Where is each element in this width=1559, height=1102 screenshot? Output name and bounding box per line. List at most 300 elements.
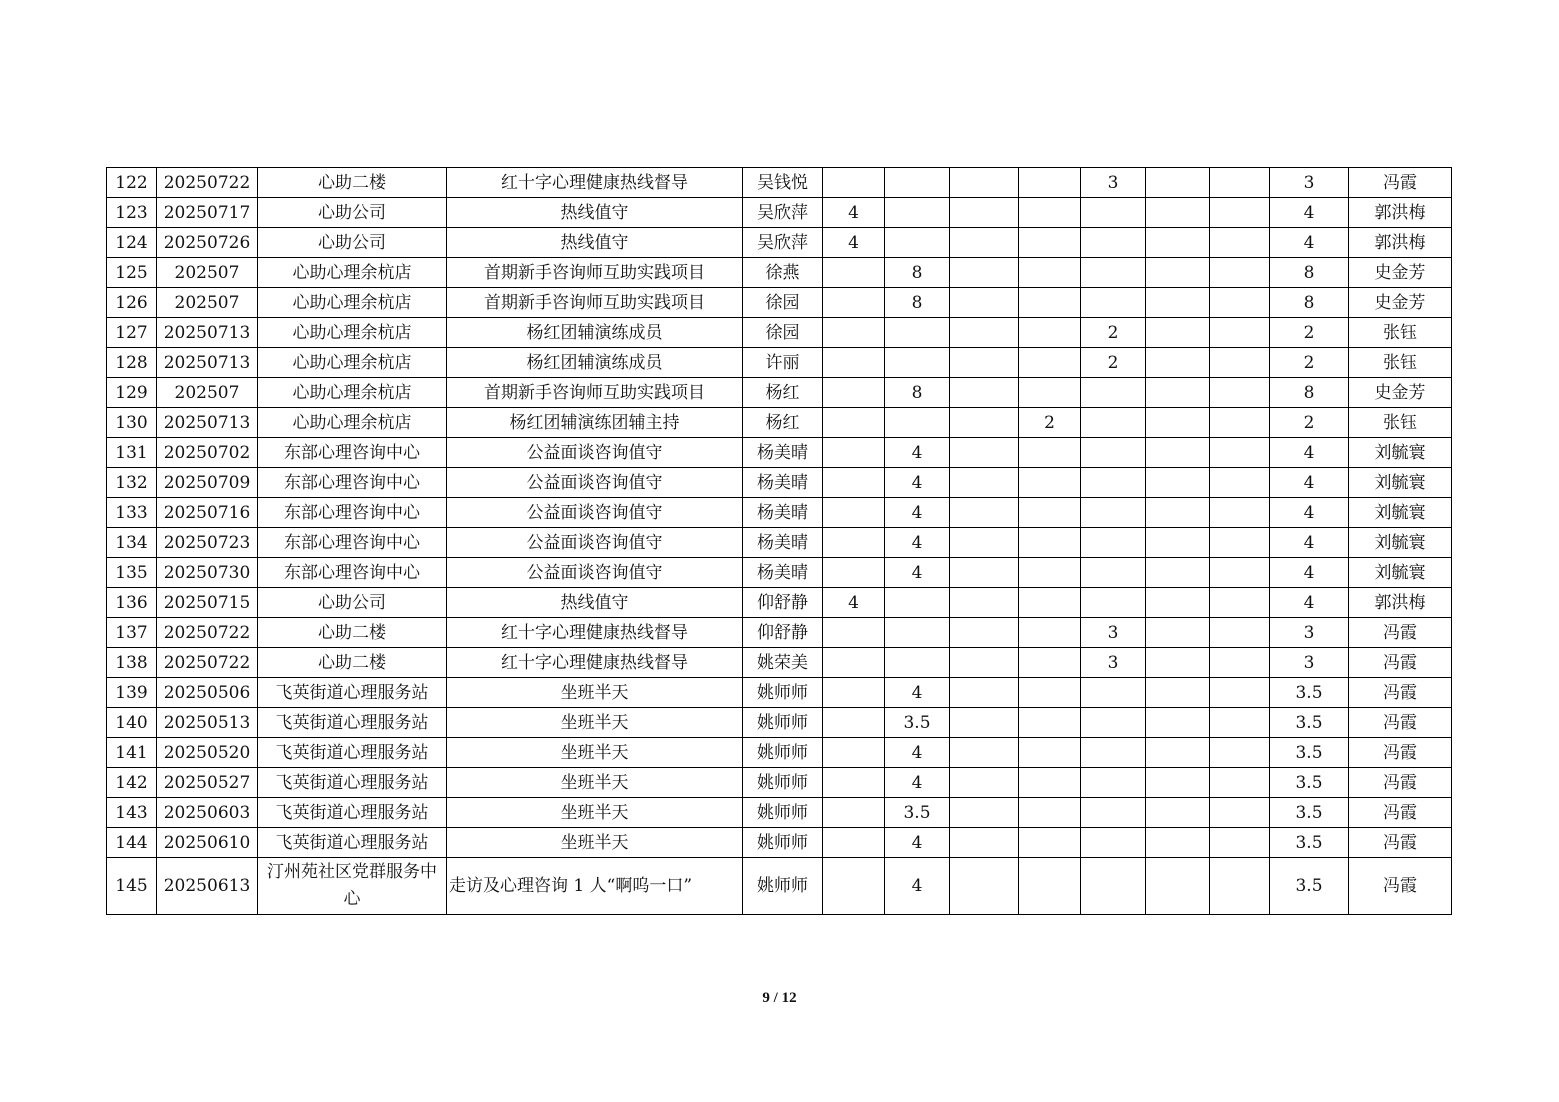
cell-col-d [1019, 198, 1081, 228]
cell-location: 心助心理余杭店 [258, 408, 447, 438]
cell-col-b [885, 228, 950, 258]
cell-col-b: 4 [885, 498, 950, 528]
cell-col-c [950, 798, 1019, 828]
cell-hours-total: 2 [1270, 348, 1349, 378]
cell-col-b: 4 [885, 558, 950, 588]
cell-col-e [1081, 828, 1146, 858]
cell-date: 20250610 [157, 828, 258, 858]
cell-col-a [823, 348, 885, 378]
cell-supervisor: 郭洪梅 [1349, 588, 1452, 618]
cell-location: 心助公司 [258, 588, 447, 618]
cell-col-g [1210, 288, 1270, 318]
cell-activity: 热线值守 [447, 588, 743, 618]
table-row [107, 648, 1452, 678]
cell-location: 汀州苑社区党群服务中心 [258, 858, 447, 915]
cell-activity: 坐班半天 [447, 798, 743, 828]
cell-col-d [1019, 288, 1081, 318]
cell-col-d [1019, 438, 1081, 468]
cell-person: 姚师师 [743, 678, 823, 708]
cell-col-d [1019, 348, 1081, 378]
cell-supervisor: 冯霞 [1349, 828, 1452, 858]
cell-col-g [1210, 858, 1270, 915]
cell-col-d [1019, 618, 1081, 648]
cell-supervisor: 冯霞 [1349, 798, 1452, 828]
cell-col-c [950, 618, 1019, 648]
cell-hours-total: 4 [1270, 588, 1349, 618]
table-row [107, 618, 1452, 648]
cell-col-b [885, 198, 950, 228]
table-row [107, 408, 1452, 438]
cell-col-c [950, 828, 1019, 858]
cell-supervisor: 刘毓寰 [1349, 498, 1452, 528]
cell-date: 202507 [157, 378, 258, 408]
cell-col-e: 3 [1081, 648, 1146, 678]
cell-activity: 坐班半天 [447, 738, 743, 768]
cell-person: 许丽 [743, 348, 823, 378]
cell-location: 飞英街道心理服务站 [258, 828, 447, 858]
cell-col-a [823, 648, 885, 678]
cell-col-e [1081, 738, 1146, 768]
cell-hours-total: 4 [1270, 228, 1349, 258]
cell-col-f [1146, 738, 1210, 768]
cell-col-d [1019, 828, 1081, 858]
cell-col-c [950, 228, 1019, 258]
cell-row-index: 127 [107, 318, 157, 348]
cell-activity: 首期新手咨询师互助实践项目 [447, 378, 743, 408]
cell-col-f [1146, 588, 1210, 618]
cell-location: 心助心理余杭店 [258, 378, 447, 408]
cell-activity: 公益面谈咨询值守 [447, 558, 743, 588]
cell-col-b: 3.5 [885, 708, 950, 738]
cell-row-index: 123 [107, 198, 157, 228]
cell-person: 杨美晴 [743, 498, 823, 528]
cell-supervisor: 冯霞 [1349, 648, 1452, 678]
cell-col-b: 4 [885, 858, 950, 915]
cell-location: 心助心理余杭店 [258, 258, 447, 288]
cell-row-index: 128 [107, 348, 157, 378]
cell-row-index: 136 [107, 588, 157, 618]
table-row [107, 858, 1452, 915]
cell-col-b: 4 [885, 678, 950, 708]
cell-row-index: 140 [107, 708, 157, 738]
cell-col-f [1146, 378, 1210, 408]
cell-date: 20250713 [157, 408, 258, 438]
cell-col-f [1146, 468, 1210, 498]
cell-col-b: 8 [885, 258, 950, 288]
cell-hours-total: 3.5 [1270, 798, 1349, 828]
cell-hours-total: 4 [1270, 498, 1349, 528]
cell-row-index: 144 [107, 828, 157, 858]
cell-hours-total: 3.5 [1270, 828, 1349, 858]
cell-row-index: 126 [107, 288, 157, 318]
cell-person: 姚师师 [743, 828, 823, 858]
cell-date: 20250717 [157, 198, 258, 228]
cell-col-f [1146, 858, 1210, 915]
cell-person: 吴钱悦 [743, 168, 823, 198]
cell-col-a [823, 618, 885, 648]
cell-hours-total: 8 [1270, 288, 1349, 318]
cell-col-f [1146, 228, 1210, 258]
cell-date: 20250527 [157, 768, 258, 798]
cell-col-a [823, 168, 885, 198]
cell-col-c [950, 438, 1019, 468]
cell-col-b: 4 [885, 528, 950, 558]
cell-col-c [950, 468, 1019, 498]
cell-col-c [950, 378, 1019, 408]
cell-col-e [1081, 198, 1146, 228]
cell-col-a [823, 468, 885, 498]
cell-col-e [1081, 498, 1146, 528]
cell-supervisor: 史金芳 [1349, 258, 1452, 288]
cell-activity: 公益面谈咨询值守 [447, 498, 743, 528]
cell-hours-total: 4 [1270, 198, 1349, 228]
cell-col-f [1146, 618, 1210, 648]
cell-row-index: 142 [107, 768, 157, 798]
cell-supervisor: 刘毓寰 [1349, 438, 1452, 468]
cell-location: 东部心理咨询中心 [258, 528, 447, 558]
cell-col-c [950, 168, 1019, 198]
cell-col-c [950, 738, 1019, 768]
cell-col-g [1210, 828, 1270, 858]
cell-date: 20250613 [157, 858, 258, 915]
cell-col-d [1019, 648, 1081, 678]
cell-date: 20250603 [157, 798, 258, 828]
cell-row-index: 137 [107, 618, 157, 648]
cell-date: 20250715 [157, 588, 258, 618]
cell-col-f [1146, 708, 1210, 738]
cell-row-index: 138 [107, 648, 157, 678]
cell-row-index: 130 [107, 408, 157, 438]
cell-supervisor: 冯霞 [1349, 618, 1452, 648]
cell-col-d [1019, 678, 1081, 708]
cell-hours-total: 3.5 [1270, 708, 1349, 738]
cell-col-e: 2 [1081, 318, 1146, 348]
cell-col-f [1146, 828, 1210, 858]
cell-activity: 公益面谈咨询值守 [447, 528, 743, 558]
cell-person: 仰舒静 [743, 618, 823, 648]
cell-activity: 红十字心理健康热线督导 [447, 648, 743, 678]
cell-person: 吴欣萍 [743, 198, 823, 228]
cell-col-b [885, 168, 950, 198]
cell-supervisor: 史金芳 [1349, 378, 1452, 408]
cell-col-f [1146, 348, 1210, 378]
cell-date: 20250520 [157, 738, 258, 768]
cell-col-e [1081, 468, 1146, 498]
cell-col-e [1081, 288, 1146, 318]
cell-row-index: 135 [107, 558, 157, 588]
cell-col-e [1081, 858, 1146, 915]
cell-hours-total: 3.5 [1270, 678, 1349, 708]
cell-col-d [1019, 318, 1081, 348]
cell-col-e [1081, 528, 1146, 558]
cell-date: 202507 [157, 288, 258, 318]
cell-col-a [823, 318, 885, 348]
cell-row-index: 133 [107, 498, 157, 528]
cell-col-e [1081, 798, 1146, 828]
cell-supervisor: 刘毓寰 [1349, 558, 1452, 588]
cell-person: 姚师师 [743, 708, 823, 738]
cell-person: 姚师师 [743, 858, 823, 915]
cell-col-d: 2 [1019, 408, 1081, 438]
cell-col-a [823, 798, 885, 828]
cell-person: 杨红 [743, 378, 823, 408]
cell-person: 徐园 [743, 318, 823, 348]
table-row [107, 828, 1452, 858]
cell-col-c [950, 408, 1019, 438]
cell-col-e [1081, 558, 1146, 588]
cell-col-g [1210, 528, 1270, 558]
cell-activity: 公益面谈咨询值守 [447, 438, 743, 468]
cell-location: 东部心理咨询中心 [258, 438, 447, 468]
cell-hours-total: 3 [1270, 648, 1349, 678]
cell-date: 20250726 [157, 228, 258, 258]
table-row [107, 198, 1452, 228]
cell-activity: 杨红团辅演练成员 [447, 348, 743, 378]
cell-date: 20250722 [157, 648, 258, 678]
cell-col-b: 4 [885, 828, 950, 858]
cell-col-f [1146, 558, 1210, 588]
table-row [107, 528, 1452, 558]
table-row [107, 768, 1452, 798]
cell-col-b: 4 [885, 738, 950, 768]
cell-hours-total: 4 [1270, 468, 1349, 498]
cell-col-g [1210, 318, 1270, 348]
cell-location: 东部心理咨询中心 [258, 558, 447, 588]
table-row [107, 168, 1452, 198]
cell-col-d [1019, 588, 1081, 618]
cell-row-index: 131 [107, 438, 157, 468]
cell-col-d [1019, 738, 1081, 768]
cell-hours-total: 8 [1270, 378, 1349, 408]
cell-col-c [950, 558, 1019, 588]
cell-col-a [823, 828, 885, 858]
cell-col-d [1019, 168, 1081, 198]
cell-col-g [1210, 618, 1270, 648]
cell-activity: 公益面谈咨询值守 [447, 468, 743, 498]
cell-col-d [1019, 798, 1081, 828]
cell-location: 心助二楼 [258, 618, 447, 648]
cell-hours-total: 3.5 [1270, 738, 1349, 768]
cell-col-b [885, 318, 950, 348]
cell-date: 20250506 [157, 678, 258, 708]
cell-col-e: 3 [1081, 168, 1146, 198]
cell-hours-total: 8 [1270, 258, 1349, 288]
cell-col-a [823, 378, 885, 408]
cell-col-g [1210, 348, 1270, 378]
table-row [107, 258, 1452, 288]
cell-hours-total: 3 [1270, 168, 1349, 198]
table-row [107, 498, 1452, 528]
cell-col-f [1146, 528, 1210, 558]
table-row [107, 378, 1452, 408]
cell-supervisor: 张钰 [1349, 408, 1452, 438]
cell-col-g [1210, 798, 1270, 828]
cell-person: 杨美晴 [743, 528, 823, 558]
table-row [107, 798, 1452, 828]
cell-col-b: 4 [885, 438, 950, 468]
cell-date: 20250702 [157, 438, 258, 468]
cell-hours-total: 3.5 [1270, 858, 1349, 915]
cell-col-c [950, 768, 1019, 798]
cell-col-e [1081, 228, 1146, 258]
cell-hours-total: 4 [1270, 558, 1349, 588]
cell-col-g [1210, 228, 1270, 258]
cell-col-c [950, 708, 1019, 738]
cell-col-b: 4 [885, 768, 950, 798]
cell-hours-total: 4 [1270, 528, 1349, 558]
cell-col-f [1146, 768, 1210, 798]
cell-person: 徐园 [743, 288, 823, 318]
cell-activity: 坐班半天 [447, 708, 743, 738]
cell-col-c [950, 318, 1019, 348]
table-row [107, 438, 1452, 468]
cell-supervisor: 张钰 [1349, 348, 1452, 378]
cell-row-index: 145 [107, 858, 157, 915]
cell-col-f [1146, 438, 1210, 468]
cell-col-e: 2 [1081, 348, 1146, 378]
cell-col-c [950, 528, 1019, 558]
cell-col-a [823, 258, 885, 288]
cell-col-g [1210, 198, 1270, 228]
cell-col-b [885, 648, 950, 678]
cell-activity: 红十字心理健康热线督导 [447, 618, 743, 648]
table-row [107, 678, 1452, 708]
cell-hours-total: 3.5 [1270, 768, 1349, 798]
cell-col-b: 8 [885, 378, 950, 408]
cell-col-d [1019, 708, 1081, 738]
cell-location: 心助心理余杭店 [258, 348, 447, 378]
cell-col-d [1019, 378, 1081, 408]
cell-location: 东部心理咨询中心 [258, 498, 447, 528]
cell-col-d [1019, 528, 1081, 558]
table-row [107, 348, 1452, 378]
cell-col-c [950, 258, 1019, 288]
cell-date: 20250713 [157, 348, 258, 378]
cell-person: 姚荣美 [743, 648, 823, 678]
cell-location: 飞英街道心理服务站 [258, 708, 447, 738]
table-row [107, 318, 1452, 348]
cell-supervisor: 冯霞 [1349, 738, 1452, 768]
cell-col-e [1081, 588, 1146, 618]
cell-col-g [1210, 168, 1270, 198]
cell-date: 202507 [157, 258, 258, 288]
cell-hours-total: 2 [1270, 408, 1349, 438]
cell-col-d [1019, 558, 1081, 588]
cell-col-f [1146, 258, 1210, 288]
cell-col-a [823, 708, 885, 738]
table-row [107, 588, 1452, 618]
cell-col-e: 3 [1081, 618, 1146, 648]
cell-date: 20250723 [157, 528, 258, 558]
cell-col-b [885, 348, 950, 378]
cell-row-index: 141 [107, 738, 157, 768]
cell-supervisor: 史金芳 [1349, 288, 1452, 318]
cell-col-b: 4 [885, 468, 950, 498]
cell-col-c [950, 288, 1019, 318]
cell-supervisor: 张钰 [1349, 318, 1452, 348]
cell-col-g [1210, 768, 1270, 798]
cell-row-index: 125 [107, 258, 157, 288]
cell-col-e [1081, 258, 1146, 288]
cell-col-c [950, 678, 1019, 708]
cell-supervisor: 冯霞 [1349, 708, 1452, 738]
cell-col-e [1081, 768, 1146, 798]
cell-col-a: 4 [823, 228, 885, 258]
cell-col-f [1146, 678, 1210, 708]
cell-activity: 坐班半天 [447, 828, 743, 858]
cell-date: 20250730 [157, 558, 258, 588]
cell-date: 20250709 [157, 468, 258, 498]
cell-date: 20250722 [157, 168, 258, 198]
cell-person: 仰舒静 [743, 588, 823, 618]
cell-col-a [823, 858, 885, 915]
cell-person: 姚师师 [743, 798, 823, 828]
cell-col-e [1081, 438, 1146, 468]
cell-col-g [1210, 438, 1270, 468]
cell-col-g [1210, 408, 1270, 438]
cell-col-g [1210, 648, 1270, 678]
table-row [107, 708, 1452, 738]
cell-col-a [823, 558, 885, 588]
cell-date: 20250716 [157, 498, 258, 528]
cell-location: 心助心理余杭店 [258, 318, 447, 348]
cell-col-d [1019, 228, 1081, 258]
cell-row-index: 129 [107, 378, 157, 408]
cell-row-index: 132 [107, 468, 157, 498]
cell-col-a [823, 528, 885, 558]
cell-col-d [1019, 858, 1081, 915]
cell-hours-total: 4 [1270, 438, 1349, 468]
cell-row-index: 124 [107, 228, 157, 258]
cell-col-b: 3.5 [885, 798, 950, 828]
cell-supervisor: 刘毓寰 [1349, 528, 1452, 558]
cell-col-c [950, 648, 1019, 678]
cell-col-a [823, 288, 885, 318]
cell-supervisor: 刘毓寰 [1349, 468, 1452, 498]
cell-col-g [1210, 738, 1270, 768]
cell-location: 飞英街道心理服务站 [258, 768, 447, 798]
cell-col-a [823, 768, 885, 798]
cell-activity: 杨红团辅演练团辅主持 [447, 408, 743, 438]
cell-person: 徐燕 [743, 258, 823, 288]
cell-activity: 坐班半天 [447, 678, 743, 708]
cell-activity: 首期新手咨询师互助实践项目 [447, 288, 743, 318]
cell-location: 飞英街道心理服务站 [258, 738, 447, 768]
cell-col-f [1146, 168, 1210, 198]
cell-col-g [1210, 468, 1270, 498]
cell-col-d [1019, 468, 1081, 498]
cell-activity: 走访及心理咨询 1 人“啊呜一口” [447, 858, 743, 915]
cell-col-a [823, 678, 885, 708]
cell-col-f [1146, 498, 1210, 528]
cell-col-a [823, 408, 885, 438]
table-row [107, 738, 1452, 768]
cell-col-c [950, 588, 1019, 618]
cell-row-index: 134 [107, 528, 157, 558]
cell-person: 杨红 [743, 408, 823, 438]
cell-col-f [1146, 648, 1210, 678]
cell-col-b [885, 408, 950, 438]
table-row [107, 288, 1452, 318]
cell-col-d [1019, 258, 1081, 288]
cell-col-e [1081, 678, 1146, 708]
cell-location: 心助心理余杭店 [258, 288, 447, 318]
cell-col-g [1210, 678, 1270, 708]
cell-location: 飞英街道心理服务站 [258, 798, 447, 828]
cell-date: 20250713 [157, 318, 258, 348]
cell-col-c [950, 498, 1019, 528]
cell-location: 飞英街道心理服务站 [258, 678, 447, 708]
